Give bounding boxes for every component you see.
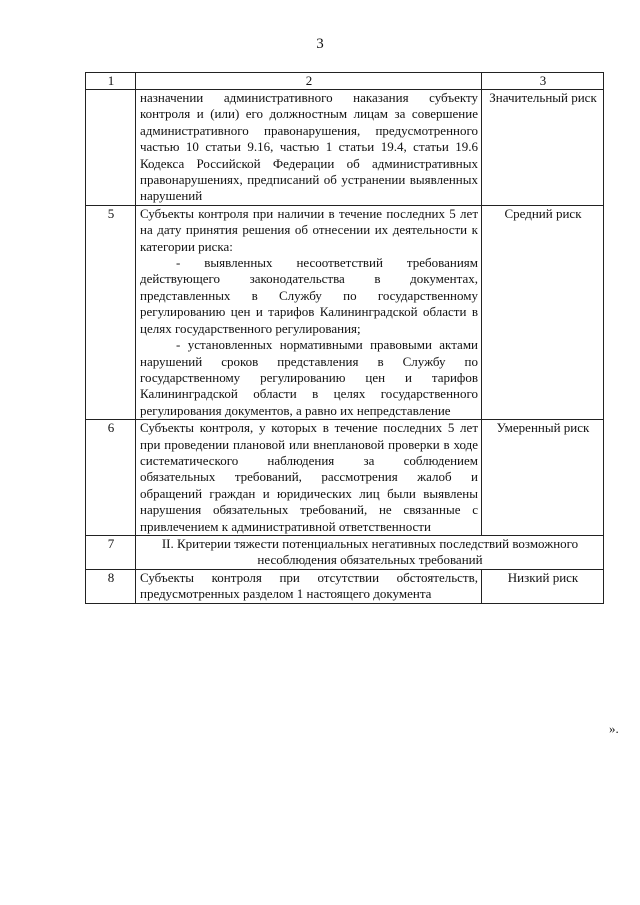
table-row bbox=[86, 420, 604, 536]
table-row bbox=[86, 569, 604, 603]
criteria-text: - установленных нормативными правовыми актами нарушений сроков представления в Службу по государственному регулированию цен и тарифов Калининградской области в целях государственного регулирования документов, а равно их непредставление bbox=[140, 337, 478, 418]
criteria-cell bbox=[136, 90, 482, 206]
criteria-cell bbox=[136, 569, 482, 603]
criteria-text: Субъекты контроля при отсутствии обстоятельств, предусмотренных разделом 1 настоящего документа bbox=[140, 569, 478, 602]
criteria-text: назначении административного наказания субъекту контроля и (или) его должностным лицам за совершение административного правонарушения, предусмотренного частью 10 статьи 9.16, частью 1 статьи 19.4, статьи 19.6 Кодекса Российской Федерации об административных правонарушениях, предписаний об устранении выявленных нарушений bbox=[140, 90, 478, 204]
criteria-text: - выявленных несоответствий требованиям действующего законодательства в документах, представленных в Службу по государственному регулированию цен и тарифов Калининградской области в целях государственного регулирования; bbox=[140, 255, 478, 336]
column-header-3: 3 bbox=[482, 73, 604, 90]
criteria-cell bbox=[136, 205, 482, 419]
criteria-cell bbox=[136, 420, 482, 536]
table-row bbox=[86, 90, 604, 206]
risk-level: Низкий риск bbox=[482, 569, 604, 603]
table-row bbox=[86, 205, 604, 419]
criteria-text: Субъекты контроля при наличии в течение последних 5 лет на дату принятия решения об отнесении их деятельности к категории риска: bbox=[140, 205, 478, 254]
risk-level: Умеренный риск bbox=[482, 420, 604, 536]
row-number bbox=[86, 90, 136, 206]
page-number: 3 bbox=[316, 36, 324, 52]
row-number: 6 bbox=[86, 420, 136, 536]
column-header-1: 1 bbox=[86, 73, 136, 90]
closing-quote-mark: ». bbox=[609, 721, 619, 736]
section-heading: II. Критерии тяжести потенциальных негативных последствий возможного несоблюдения обязательных требований bbox=[136, 535, 604, 569]
risk-criteria-table bbox=[85, 72, 604, 604]
risk-level: Средний риск bbox=[482, 205, 604, 419]
table-header-row bbox=[86, 73, 604, 90]
table-row bbox=[86, 535, 604, 569]
row-number: 7 bbox=[86, 535, 136, 569]
column-header-2: 2 bbox=[136, 73, 482, 90]
row-number: 8 bbox=[86, 569, 136, 603]
row-number: 5 bbox=[86, 205, 136, 419]
risk-level: Значительный риск bbox=[482, 90, 604, 206]
criteria-text: Субъекты контроля, у которых в течение последних 5 лет при проведении плановой или внеплановой проверки в ходе систематического наблюдения за соблюдением обязательных требований, рассмотрения жалоб и обращений граждан и юридических лиц были выявлены нарушения обязательных требований, не связанные с привлечением к административной ответственности bbox=[140, 420, 478, 534]
